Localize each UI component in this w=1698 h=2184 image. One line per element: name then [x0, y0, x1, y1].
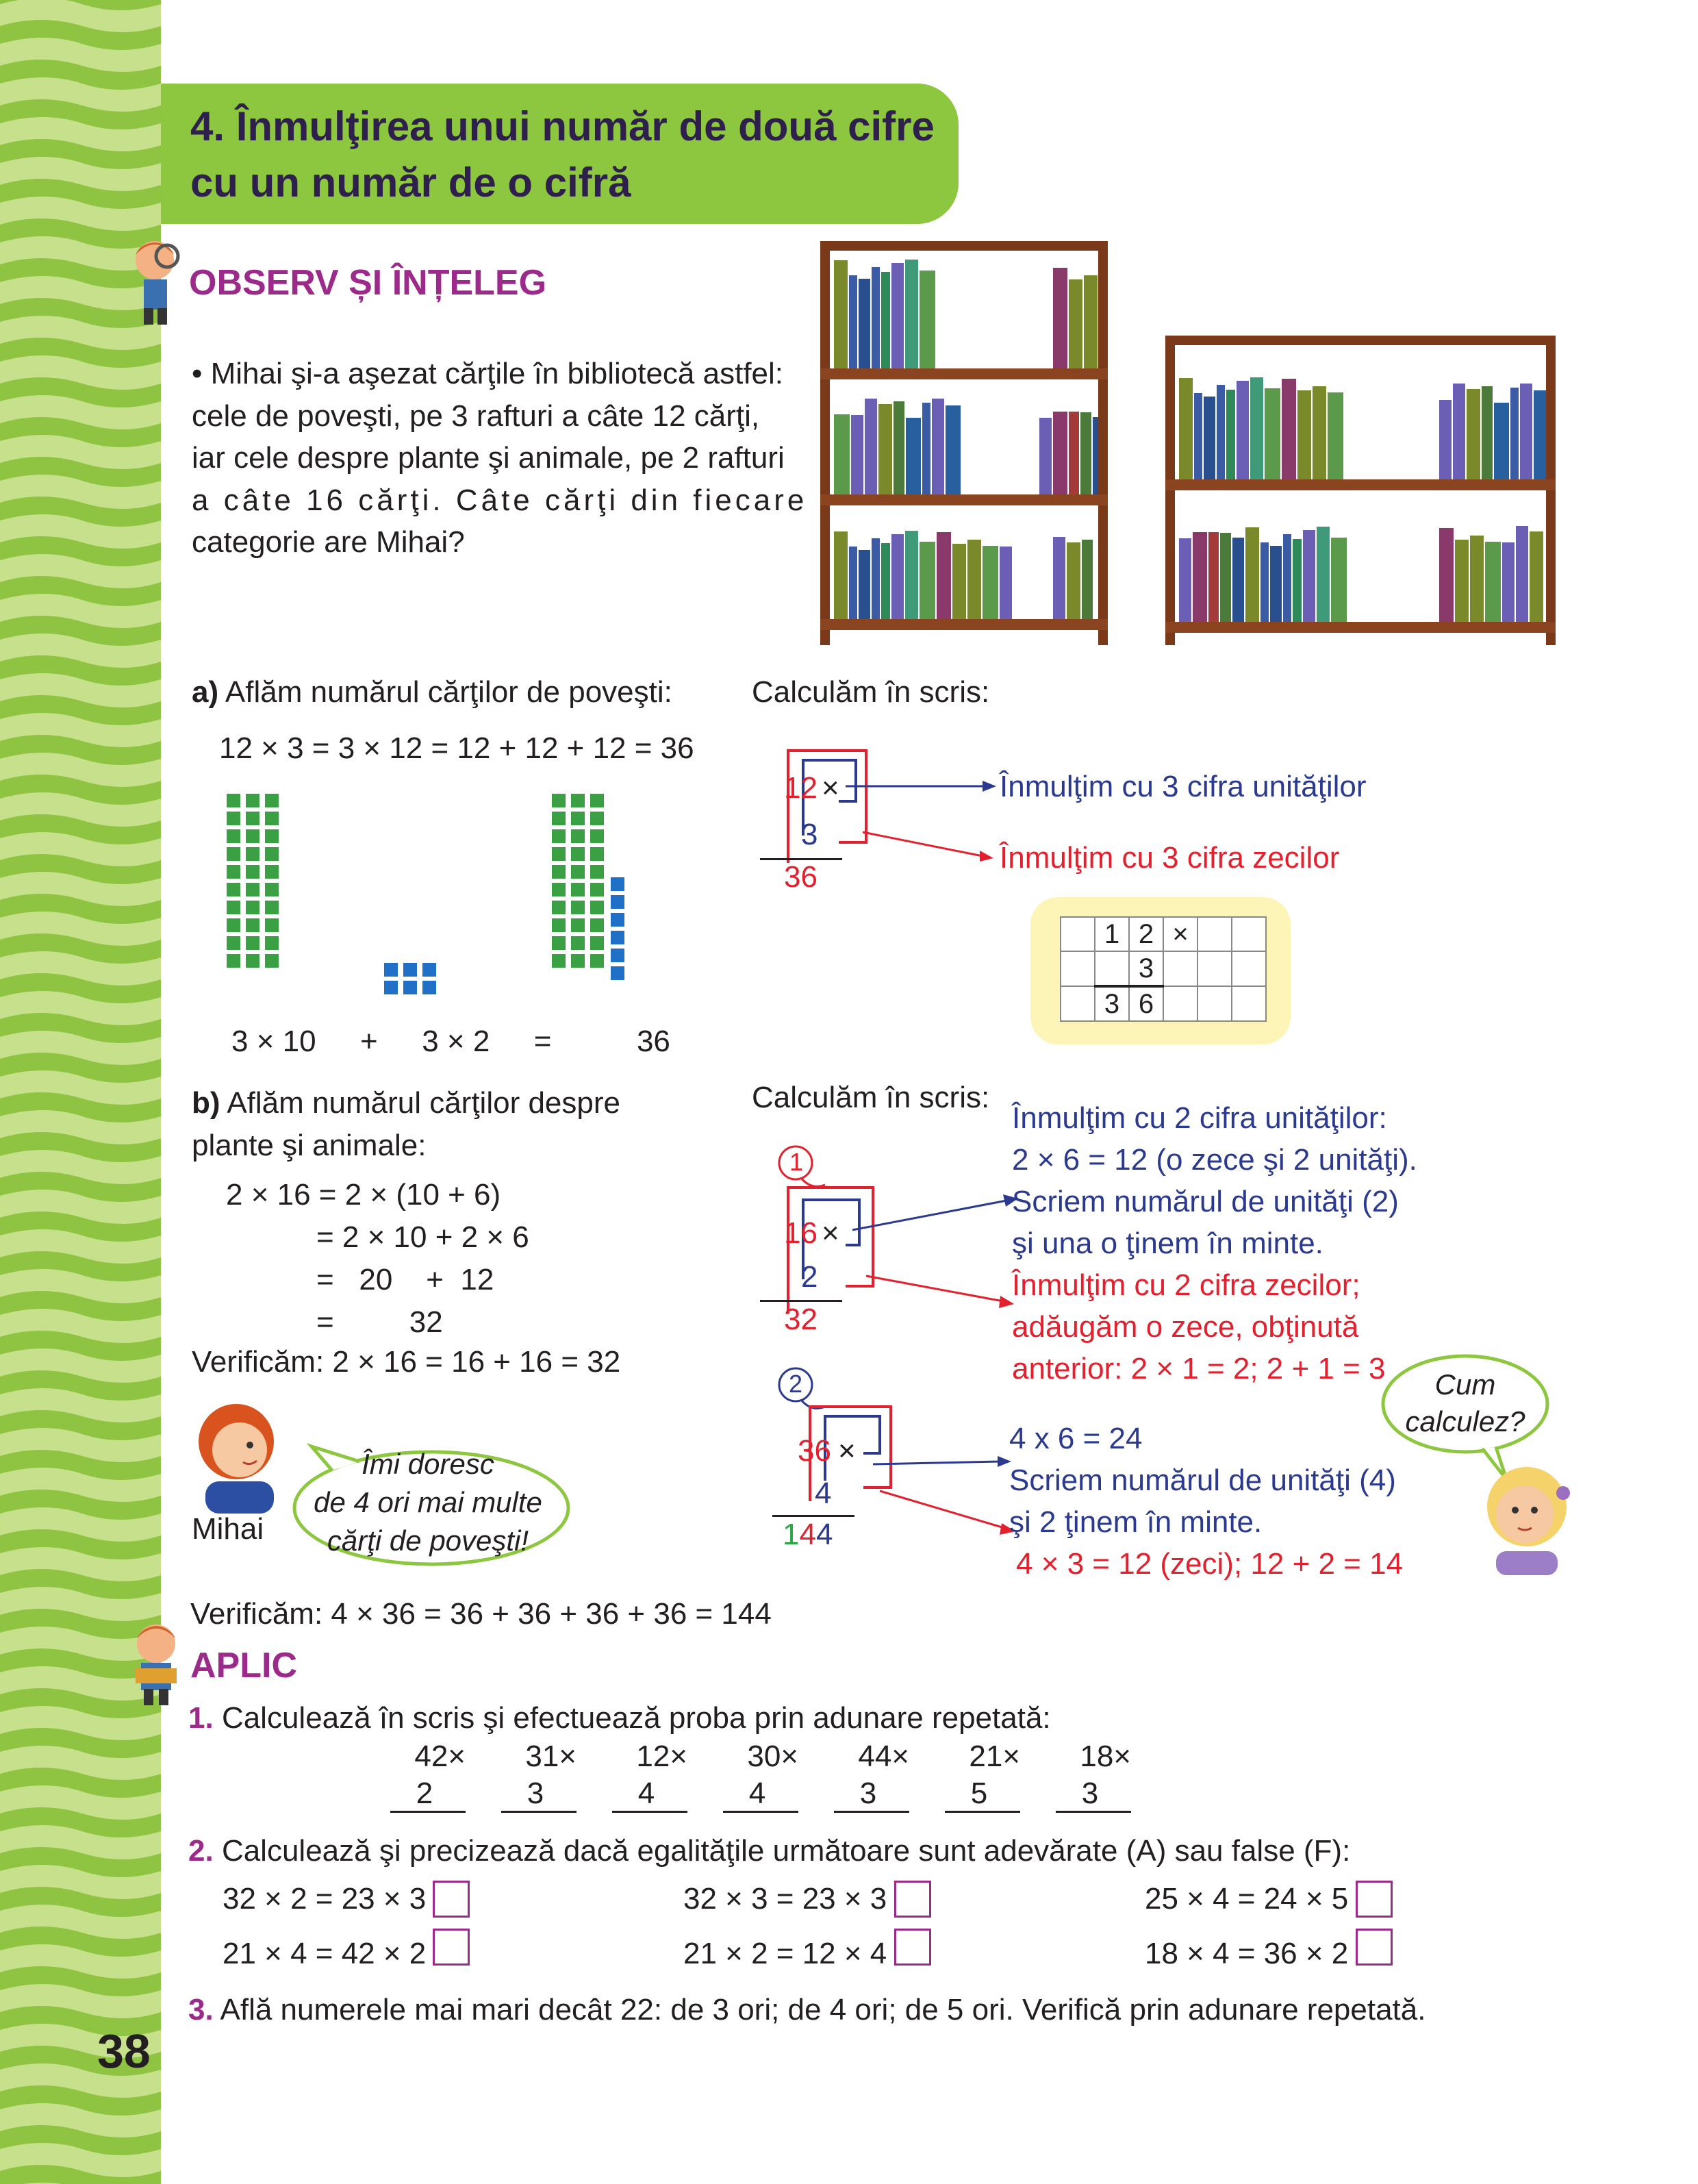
ex3-text: Află numerele mai mari decât 22: de 3 ori; de 4 ori; de 5 ori. Verifică prin adunare repetată.	[220, 1993, 1426, 2026]
calc-digit: 1	[783, 1518, 800, 1551]
times-sign: ×	[1113, 1740, 1131, 1773]
ex1-item	[834, 1740, 909, 1813]
part-b-calc2-result	[783, 1514, 833, 1556]
part-a-calc-top: 12	[784, 771, 818, 805]
ex3-number: 3.	[188, 1993, 214, 2026]
grid-cell	[1095, 951, 1129, 986]
explain-line: şi 2 ţinem în minte.	[1009, 1505, 1263, 1539]
part-b-text-line2: plante şi animale:	[192, 1129, 427, 1162]
grid-cell: 1	[1095, 917, 1129, 951]
problem-line: • Mihai şi-a aşezat cărţile în bibliotecă astfel:	[192, 357, 784, 390]
answer-box[interactable]	[1356, 1929, 1393, 1966]
explain-line: 4 × 3 = 12 (zeci); 12 + 2 = 14	[1016, 1547, 1404, 1581]
ex1-top-number: 18	[1080, 1740, 1114, 1773]
grid-cell: 3	[1129, 951, 1163, 986]
ex1-item	[1056, 1740, 1131, 1813]
grid-cell	[1232, 986, 1266, 1021]
grid-cell	[1061, 917, 1095, 951]
ex1-number: 1.	[188, 1701, 214, 1735]
part-b-calc-label: Calculăm în scris:	[752, 1081, 990, 1114]
boy-reading-icon	[129, 1618, 183, 1707]
grid-cell	[1198, 951, 1232, 986]
blocks-caption-part: 36	[636, 1025, 670, 1058]
grid-cell	[1232, 917, 1266, 951]
ex1-item	[945, 1740, 1020, 1813]
times-sign: ×	[822, 1216, 839, 1250]
ex1-bottom: 3	[1056, 1777, 1131, 1813]
ex2-number: 2.	[188, 1834, 214, 1868]
ex1-top	[945, 1740, 1020, 1774]
part-b-verify2: Verificăm: 4 × 36 = 36 + 36 + 36 + 36 = 144	[190, 1597, 772, 1631]
times-sign: ×	[822, 771, 839, 805]
ex1-bottom: 4	[612, 1777, 687, 1813]
ex1-top-number: 30	[747, 1740, 781, 1773]
grid-cell	[1198, 986, 1232, 1021]
ex2-item: 21 × 2 = 12 × 4	[683, 1937, 887, 1970]
ex2-item: 21 × 4 = 42 × 2	[223, 1937, 427, 1970]
observ-heading: OBSERV ȘI ÎNȚELEG	[189, 263, 547, 303]
ex1-item	[612, 1740, 687, 1813]
grid-row	[1061, 917, 1266, 951]
ex2-item: 25 × 4 = 24 × 5	[1145, 1882, 1349, 1916]
arrow-text-tens: Înmulţim cu 3 cifra zecilor	[1000, 841, 1340, 875]
bubble-line: calculez?	[1405, 1405, 1525, 1438]
grid-cell: 2	[1129, 917, 1163, 951]
ex1-top	[390, 1740, 466, 1774]
part-a-calc-result	[784, 856, 818, 899]
explain-line: 4 x 6 = 24	[1009, 1422, 1143, 1455]
girl-character-illustration	[1475, 1455, 1578, 1575]
calc-grid	[1060, 916, 1267, 1022]
explain-line: şi una o ţinem în minte.	[1012, 1227, 1323, 1260]
aplic-heading: APLIC	[190, 1646, 297, 1685]
ex1-top	[501, 1740, 576, 1774]
ex1-top-number: 12	[636, 1740, 670, 1773]
explain-line: Scriem numărul de unităţi (4)	[1009, 1464, 1396, 1497]
grid-cell: ×	[1163, 917, 1198, 951]
explain-line: Înmulţim cu 2 cifra unităţilor:	[1012, 1101, 1387, 1135]
times-sign: ×	[670, 1740, 687, 1773]
grid-cell	[1163, 986, 1198, 1021]
times-sign: ×	[1002, 1740, 1020, 1773]
explain-line: Înmulţim cu 2 cifra zecilor;	[1012, 1268, 1360, 1302]
times-sign: ×	[838, 1434, 856, 1468]
mihai-bubble-text	[301, 1445, 555, 1560]
side-stripes-decoration	[0, 0, 161, 2184]
ex2-text: Calculează şi precizează dacă egalităţile următoare sunt adevărate (A) sau false (F):	[221, 1834, 1351, 1868]
grid-cell: 6	[1129, 986, 1163, 1021]
calc-grid-table	[1060, 916, 1267, 1022]
lesson-title-line2: cu un număr de o cifră	[190, 160, 631, 205]
bubble-line: Îmi doresc	[362, 1448, 494, 1480]
ex1-item	[390, 1740, 466, 1813]
part-a-equation: 12 × 3 = 3 × 12 = 12 + 12 + 12 = 36	[219, 731, 694, 765]
ex1-line	[188, 1697, 1051, 1740]
part-b-eq4: = 32	[316, 1305, 443, 1339]
part-a-calc-label: Calculăm în scris:	[752, 675, 990, 709]
part-b-calc1-top: 16	[784, 1216, 818, 1250]
part-a-calc-brackets	[784, 746, 1030, 863]
bubble-line: Cum	[1434, 1368, 1496, 1401]
boy-magnifier-icon	[129, 234, 183, 327]
arrow-text-units: Înmulţim cu 3 cifra unităţilor	[1000, 770, 1367, 803]
explain-line: 2 × 6 = 12 (o zece şi 2 unităţi).	[1012, 1143, 1417, 1177]
ex1-bottom: 4	[723, 1777, 798, 1813]
mihai-name: Mihai	[192, 1512, 264, 1546]
part-b-calc2-top: 36	[798, 1434, 831, 1468]
lesson-title-line1: 4. Înmulţirea unui număr de două cifre	[190, 103, 935, 149]
answer-box[interactable]	[894, 1929, 931, 1966]
ex1-item	[501, 1740, 576, 1813]
ex2-item: 18 × 4 = 36 × 2	[1145, 1937, 1349, 1970]
part-b-heading	[192, 1082, 620, 1125]
blocks-caption-part: 3 × 2	[422, 1025, 490, 1058]
times-sign: ×	[781, 1740, 798, 1773]
ex1-bottom: 5	[945, 1777, 1020, 1813]
blocks-caption-part: 3 × 10	[231, 1025, 316, 1058]
ex1-bottom: 3	[501, 1777, 576, 1813]
part-b-eq1: 2 × 16 = 2 × (10 + 6)	[226, 1178, 501, 1212]
part-b-calc1-result: 32	[784, 1303, 818, 1336]
answer-box[interactable]	[1356, 1881, 1393, 1918]
part-b-calc2-bottom: 4	[815, 1477, 832, 1510]
problem-line: cele de poveşti, pe 3 rafturi a câte 12 cărţi,	[192, 399, 760, 433]
ex1-top-number: 21	[969, 1740, 1003, 1773]
ex1-top	[723, 1740, 798, 1774]
answer-box[interactable]	[894, 1881, 931, 1918]
explain1	[1012, 1097, 1417, 1390]
explain-line: anterior: 2 × 1 = 2; 2 + 1 = 3	[1012, 1352, 1386, 1385]
problem-line: a câte 16 cărţi. Câte cărţi din fiecare	[192, 483, 808, 517]
part-b-eq3: = 20 + 12	[316, 1263, 494, 1296]
ex1-top-number: 31	[525, 1740, 559, 1773]
bubble-line: cărţi de poveşti!	[327, 1524, 529, 1557]
explain-line: Scriem numărul de unităţi (2)	[1012, 1185, 1399, 1218]
ex1-item	[723, 1740, 798, 1813]
ex2-item: 32 × 3 = 23 × 3	[683, 1882, 887, 1916]
ex1-top	[1056, 1740, 1131, 1774]
ex1-top	[612, 1740, 687, 1774]
grid-cell	[1163, 951, 1198, 986]
ex1-items	[390, 1740, 1143, 1829]
ex1-top-number: 42	[414, 1740, 448, 1773]
bubble-line: de 4 ori mai multe	[314, 1486, 542, 1518]
calc-digit: 4	[799, 1518, 816, 1551]
problem-text	[192, 353, 807, 564]
grid-cell	[1198, 917, 1232, 951]
grid-cell	[1061, 951, 1095, 986]
ex2-item: 32 × 2 = 23 × 3	[223, 1882, 427, 1916]
bookshelf-plants-illustration	[1165, 336, 1556, 645]
step1-number: 1	[789, 1148, 804, 1176]
times-sign: ×	[559, 1740, 576, 1773]
ex1-top	[834, 1740, 909, 1774]
ex3-line	[188, 1989, 1425, 2031]
part-b-label: b)	[192, 1086, 220, 1120]
answer-box[interactable]	[433, 1881, 470, 1918]
part-b-verify: Verificăm: 2 × 16 = 16 + 16 = 32	[192, 1345, 621, 1379]
page-number: 38	[97, 2024, 151, 2078]
grid-row	[1061, 986, 1266, 1021]
answer-box[interactable]	[433, 1929, 470, 1966]
calc-digit: 36	[784, 860, 818, 894]
problem-line: iar cele despre plante şi animale, pe 2 rafturi	[192, 441, 785, 475]
grid-cell: 3	[1095, 986, 1129, 1021]
part-a-calc-bottom: 3	[801, 818, 818, 851]
blocks-caption-part: =	[533, 1025, 552, 1058]
explain2	[1009, 1418, 1403, 1585]
mihai-character-illustration	[185, 1394, 288, 1514]
ex1-bottom: 2	[390, 1777, 466, 1813]
part-b-text-line1: Aflăm numărul cărţilor despre	[227, 1086, 620, 1120]
part-a-label: a)	[192, 675, 219, 709]
base-ten-blocks-illustration	[223, 781, 688, 1014]
part-a-text: Aflăm numărul cărţilor de poveşti:	[225, 675, 672, 709]
step2-number: 2	[789, 1370, 803, 1398]
explain-line: adăugăm o zece, obţinută	[1012, 1310, 1359, 1344]
blocks-caption	[231, 1020, 670, 1063]
part-b-calc1-bottom: 2	[801, 1260, 818, 1294]
blocks-caption-part: +	[360, 1025, 378, 1058]
times-sign: ×	[891, 1740, 909, 1773]
bookshelf-stories-illustration	[820, 241, 1108, 645]
part-a-heading	[192, 671, 672, 714]
grid-cell	[1232, 951, 1266, 986]
girl-bubble-text	[1390, 1366, 1541, 1440]
ex2-line	[188, 1830, 1350, 1872]
ex1-text: Calculează în scris şi efectuează proba prin adunare repetată:	[221, 1701, 1051, 1735]
grid-cell	[1061, 986, 1095, 1021]
ex1-bottom: 3	[834, 1777, 909, 1813]
ex1-top-number: 44	[858, 1740, 892, 1773]
problem-line: categorie are Mihai?	[192, 525, 465, 560]
grid-row	[1061, 951, 1266, 986]
part-b-eq2: = 2 × 10 + 2 × 6	[316, 1220, 529, 1254]
calc-digit: 4	[815, 1518, 833, 1551]
times-sign: ×	[448, 1740, 466, 1773]
